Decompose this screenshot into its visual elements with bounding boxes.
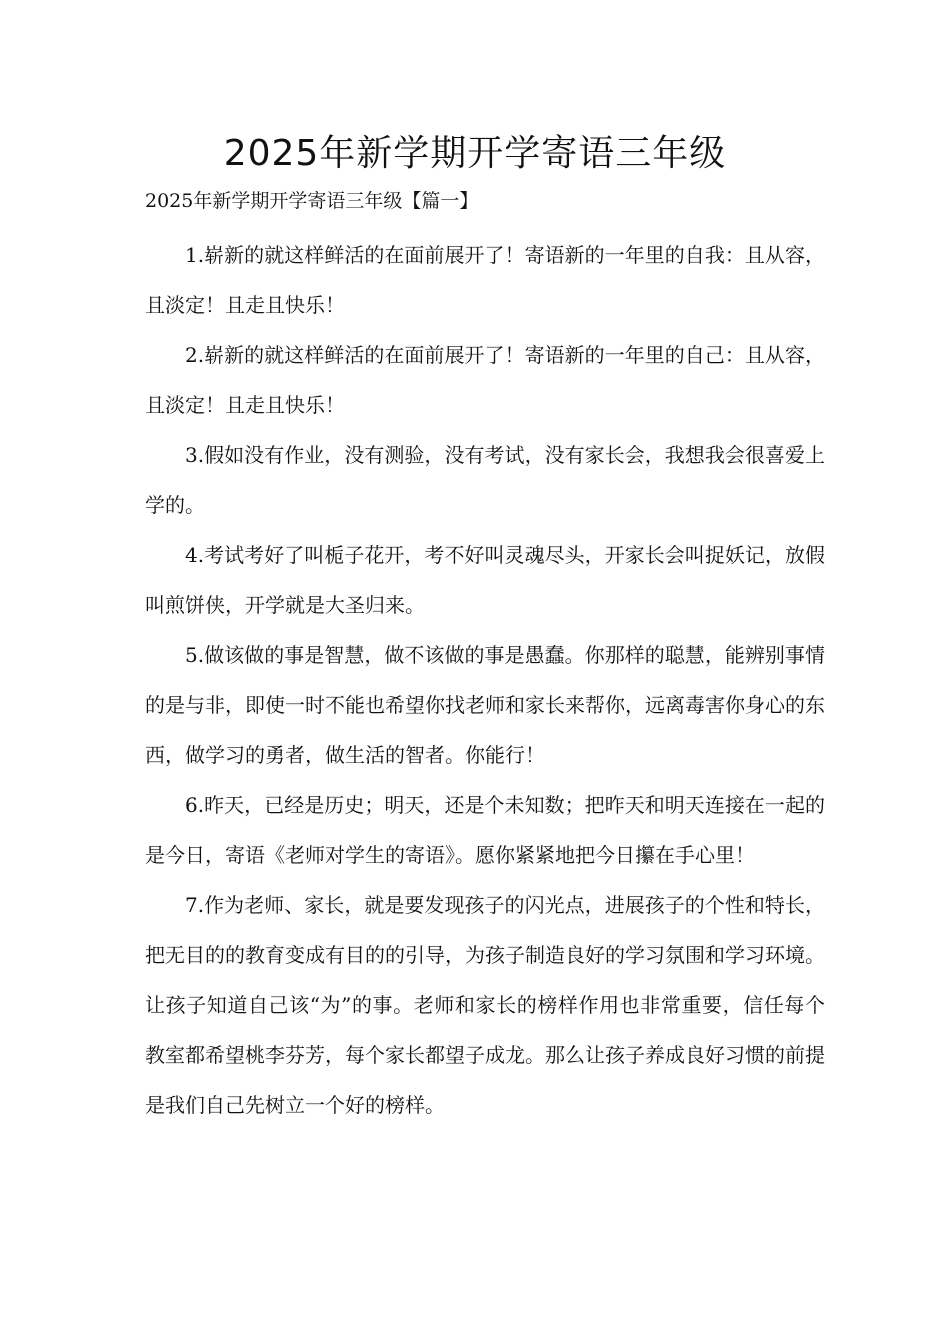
paragraph-4: 4.考试考好了叫栀子花开，考不好叫灵魂尽头，开家长会叫捉妖记，放假叫煎饼侠，开学就是大圣归来。 [145,543,825,617]
document-body [145,230,825,1130]
document-title: 2025年新学期开学寄语三年级 [223,133,727,174]
paragraph-3: 3.假如没有作业，没有测验，没有考试，没有家长会，我想我会很喜爱上学的。 [145,443,825,517]
paragraph-1: 1.崭新的就这样鲜活的在面前展开了！寄语新的一年里的自我：且从容，且淡定！且走且快乐！ [145,243,825,317]
paragraph-2: 2.崭新的就这样鲜活的在面前展开了！寄语新的一年里的自己：且从容，且淡定！且走且快乐！ [145,343,825,417]
paragraph-5: 5.做该做的事是智慧，做不该做的事是愚蠢。你那样的聪慧，能辨别事情的是与非，即使一时不能也希望你找老师和家长来帮你，远离毒害你身心的东西，做学习的勇者，做生活的智者。你能行！ [145,643,825,767]
section-heading: 2025年新学期开学寄语三年级【篇一】 [145,190,479,212]
paragraph-6: 6.昨天，已经是历史；明天，还是个未知数；把昨天和明天连接在一起的是今日，寄语《老师对学生的寄语》。愿你紧紧地把今日攥在手心里！ [145,793,825,867]
paragraph-7: 7.作为老师、家长，就是要发现孩子的闪光点，进展孩子的个性和特长，把无目的的教育变成有目的的引导，为孩子制造良好的学习氛围和学习环境。让孩子知道自己该“为”的事。老师和家长的榜样作用也非常重要，信任每个教室都希望桃李芬芳，每个家长都望子成龙。那么让孩子养成良好习惯的前提是我们自己先树立一个好的榜样。 [145,893,825,1117]
